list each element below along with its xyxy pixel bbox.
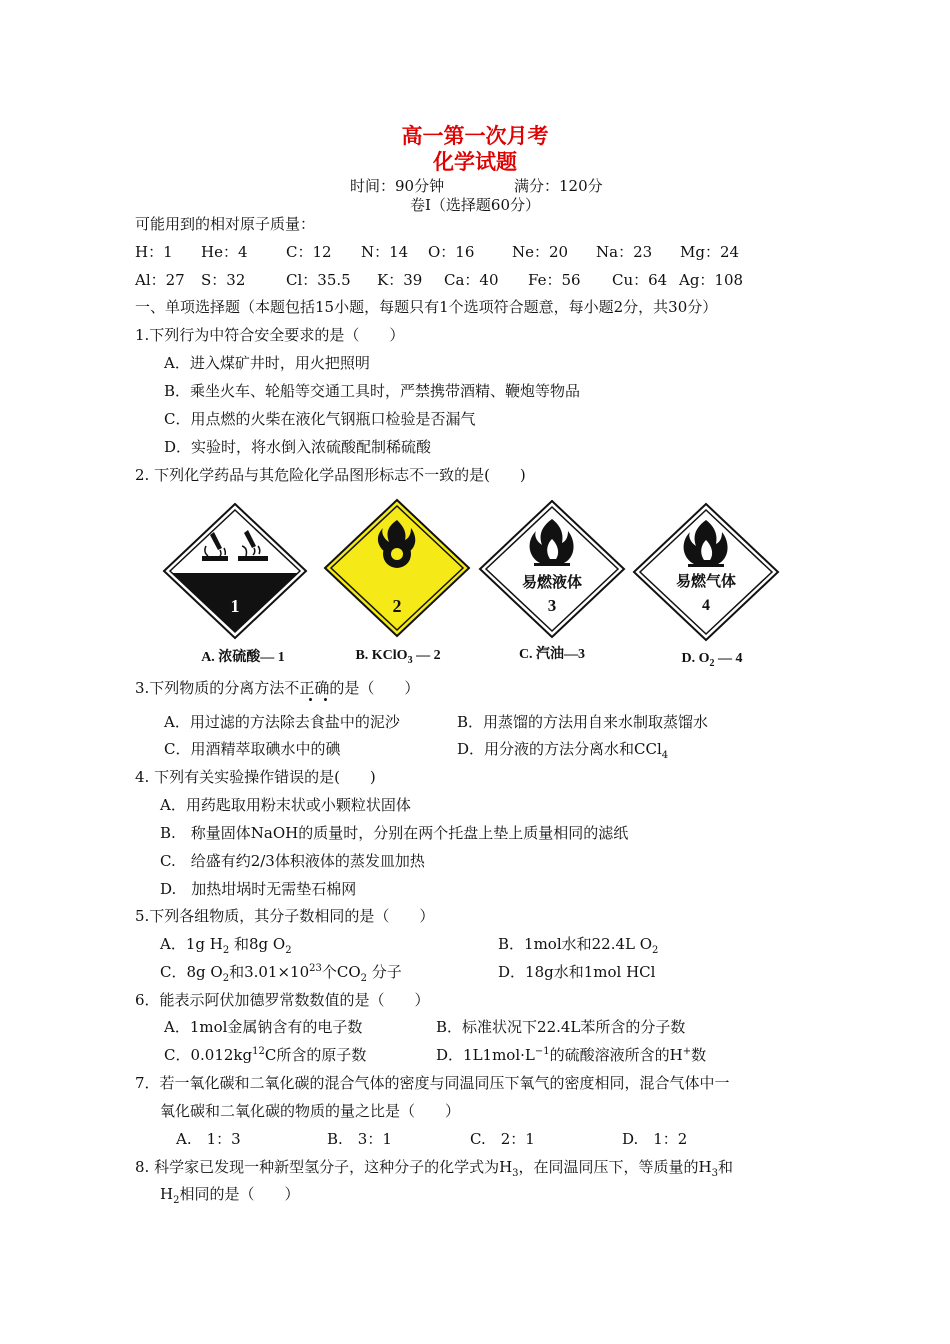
- question-4-option-c: C. 给盛有约2/3体积液体的蒸发皿加热: [160, 852, 425, 870]
- exam-subtitle: 化学试题: [433, 149, 517, 174]
- caption-text: D. O: [681, 651, 710, 666]
- sign-caption-d: [632, 651, 792, 667]
- sign-caption-a: A. 浓硫酸— 1: [201, 650, 285, 665]
- subscript: 2: [360, 973, 368, 984]
- option-text: C所含的原子数: [264, 1046, 367, 1064]
- option-text: 数: [691, 1046, 707, 1064]
- question-3-option-c: C．用酒精萃取碘水中的碘: [164, 740, 341, 758]
- subscript: 4: [661, 750, 669, 761]
- atom-mass: N：14: [361, 243, 409, 261]
- exam-title: 高一第一次月考: [401, 123, 549, 148]
- option-text: C．0.012kg: [164, 1046, 253, 1064]
- caption-text: — 2: [412, 648, 441, 663]
- question-1-option-d: D．实验时，将水倒入浓硫酸配制稀硫酸: [164, 438, 432, 456]
- superscript: −1: [534, 1046, 550, 1057]
- sign-number: 2: [392, 596, 402, 616]
- atom-mass: Mg：24: [680, 243, 740, 261]
- atom-mass: Ca：40: [444, 271, 499, 289]
- atom-mass: K：39: [377, 271, 423, 289]
- subscript: 3: [512, 1168, 519, 1179]
- subscript: 2: [652, 945, 659, 956]
- question-3-option-b: B．用蒸馏的方法用自来水制取蒸馏水: [457, 713, 709, 731]
- subscript: 3: [407, 654, 413, 666]
- question-6-option-c: [164, 1046, 366, 1064]
- sign-caption-b: [318, 648, 478, 664]
- volume-heading: 卷Ⅰ（选择题60分）: [409, 196, 540, 214]
- question-6-option-b: B．标准状况下22.4L苯所含的分子数: [436, 1018, 686, 1036]
- emphasis-dot: [324, 698, 327, 701]
- atom-mass: Al：27: [135, 271, 185, 289]
- emphasis-dot: [309, 698, 312, 701]
- atom-mass: S：32: [201, 271, 246, 289]
- option-text: A．1g H: [160, 935, 223, 953]
- stem-text: ，在同温同压下，等质量的H: [518, 1158, 712, 1176]
- question-7-stem: 7．若一氧化碳和二氧化碳的混合气体的密度与同温同压下氧气的密度相同，混合气体中一: [135, 1074, 730, 1092]
- option-text: 个CO: [321, 963, 361, 981]
- question-1-stem: 1.下列行为中符合安全要求的是（ ）: [135, 326, 405, 344]
- flammable-liquid-sign: [478, 499, 626, 639]
- question-1-option-a: A．进入煤矿井时，用火把照明: [164, 354, 370, 372]
- subscript: 2: [222, 973, 230, 984]
- question-5-option-d: D．18g水和1mol HCl: [498, 963, 656, 981]
- sign-label: 易燃液体: [521, 573, 583, 591]
- superscript: +: [682, 1046, 692, 1057]
- question-4-option-b: B. 称量固体NaOH的质量时，分别在两个托盘上垫上质量相同的滤纸: [160, 824, 629, 842]
- subscript: 2: [222, 945, 230, 956]
- option-text: 和3.01×10: [229, 963, 310, 981]
- question-5-option-b: [498, 935, 659, 956]
- question-1-option-b: B．乘坐火车、轮船等交通工具时，严禁携带酒精、鞭炮等物品: [164, 382, 581, 400]
- caption-text: B. KClO: [355, 648, 408, 663]
- option-text: D．1L1mol·L: [436, 1046, 535, 1064]
- atomic-mass-heading: 可能用到的相对原子质量：: [135, 215, 316, 233]
- question-7-option-c: C. 2：1: [470, 1130, 535, 1148]
- question-8-stem: [135, 1158, 734, 1179]
- atom-mass: Cu：64: [612, 271, 668, 289]
- atom-mass: Na：23: [596, 243, 653, 261]
- atom-mass: Ne：20: [512, 243, 569, 261]
- question-3-option-d: [457, 740, 669, 761]
- superscript: 12: [252, 1046, 265, 1057]
- atom-mass: C：12: [286, 243, 332, 261]
- corrosive-hazard-sign: [162, 502, 308, 640]
- option-text: D．用分液的方法分离水和CCl: [457, 740, 662, 758]
- question-7-stem-cont: 氧化碳和二氧化碳的物质的量之比是（ ）: [160, 1102, 461, 1120]
- flammable-gas-sign: [632, 502, 780, 642]
- question-3-option-a: A．用过滤的方法除去食盐中的泥沙: [164, 713, 400, 731]
- atom-mass: Ag：108: [679, 271, 744, 289]
- atom-mass: Fe：56: [528, 271, 581, 289]
- subscript: 2: [709, 657, 715, 669]
- sign-number: 1: [230, 596, 240, 616]
- question-6-option-a: A．1mol金属钠含有的电子数: [164, 1018, 363, 1036]
- question-4-stem: 4. 下列有关实验操作错误的是( ): [135, 768, 376, 786]
- question-2-stem: 2. 下列化学药品与其危险化学品图形标志不一致的是( ): [135, 466, 526, 484]
- question-8-stem-cont: [160, 1185, 300, 1206]
- superscript: 23: [309, 963, 322, 974]
- question-7-option-b: B. 3：1: [327, 1130, 392, 1148]
- atom-mass: H：1: [135, 243, 173, 261]
- stem-text: 和: [718, 1158, 734, 1176]
- question-5-option-a: [160, 935, 292, 956]
- atom-mass: O：16: [428, 243, 475, 261]
- question-1-option-c: C．用点燃的火柴在液化气钢瓶口检验是否漏气: [164, 410, 476, 428]
- subscript: 3: [711, 1168, 719, 1179]
- oxidizer-hazard-sign: [323, 498, 471, 638]
- subscript: 2: [173, 1195, 180, 1206]
- option-text: 分子: [367, 963, 402, 981]
- exam-time: 时间：90分钟: [350, 177, 445, 195]
- atom-mass: He：4: [201, 243, 248, 261]
- option-text: C．8g O: [160, 963, 223, 981]
- question-4-option-d: D. 加热坩埚时无需垫石棉网: [160, 880, 357, 898]
- question-5-stem: 5.下列各组物质，其分子数相同的是（ ）: [135, 907, 435, 925]
- question-7-option-a: A. 1：3: [176, 1130, 241, 1148]
- stem-text: H: [160, 1185, 174, 1203]
- question-6-option-d: [436, 1046, 706, 1064]
- question-5-option-c: [160, 963, 402, 984]
- question-4-option-a: A．用药匙取用粉末状或小颗粒状固体: [160, 796, 411, 814]
- subscript: 2: [285, 945, 292, 956]
- sign-number: 4: [702, 597, 710, 614]
- question-3-stem: 3.下列物质的分离方法不正确的是（ ）: [135, 679, 420, 697]
- exam-score: 满分：120分: [514, 177, 603, 195]
- option-text: 的硫酸溶液所含的H: [549, 1046, 683, 1064]
- sign-label: 易燃气体: [675, 572, 737, 590]
- option-text: B．1mol水和22.4L O: [498, 935, 653, 953]
- sign-caption-c: C. 汽油—3: [518, 647, 586, 662]
- option-text: 和8g O: [229, 935, 286, 953]
- question-7-option-d: D. 1：2: [622, 1130, 688, 1148]
- caption-text: — 4: [714, 651, 743, 666]
- question-6-stem: 6．能表示阿伏加德罗常数数值的是（ ）: [135, 991, 430, 1009]
- stem-text: 相同的是（ ）: [179, 1185, 300, 1203]
- atom-mass: Cl：35.5: [286, 271, 351, 289]
- sign-number: 3: [547, 596, 557, 615]
- stem-text: 8. 科学家已发现一种新型氢分子，这种分子的化学式为H: [135, 1158, 513, 1176]
- section-heading: 一、单项选择题（本题包括15小题，每题只有1个选项符合题意，每小题2分，共30分）: [135, 298, 718, 316]
